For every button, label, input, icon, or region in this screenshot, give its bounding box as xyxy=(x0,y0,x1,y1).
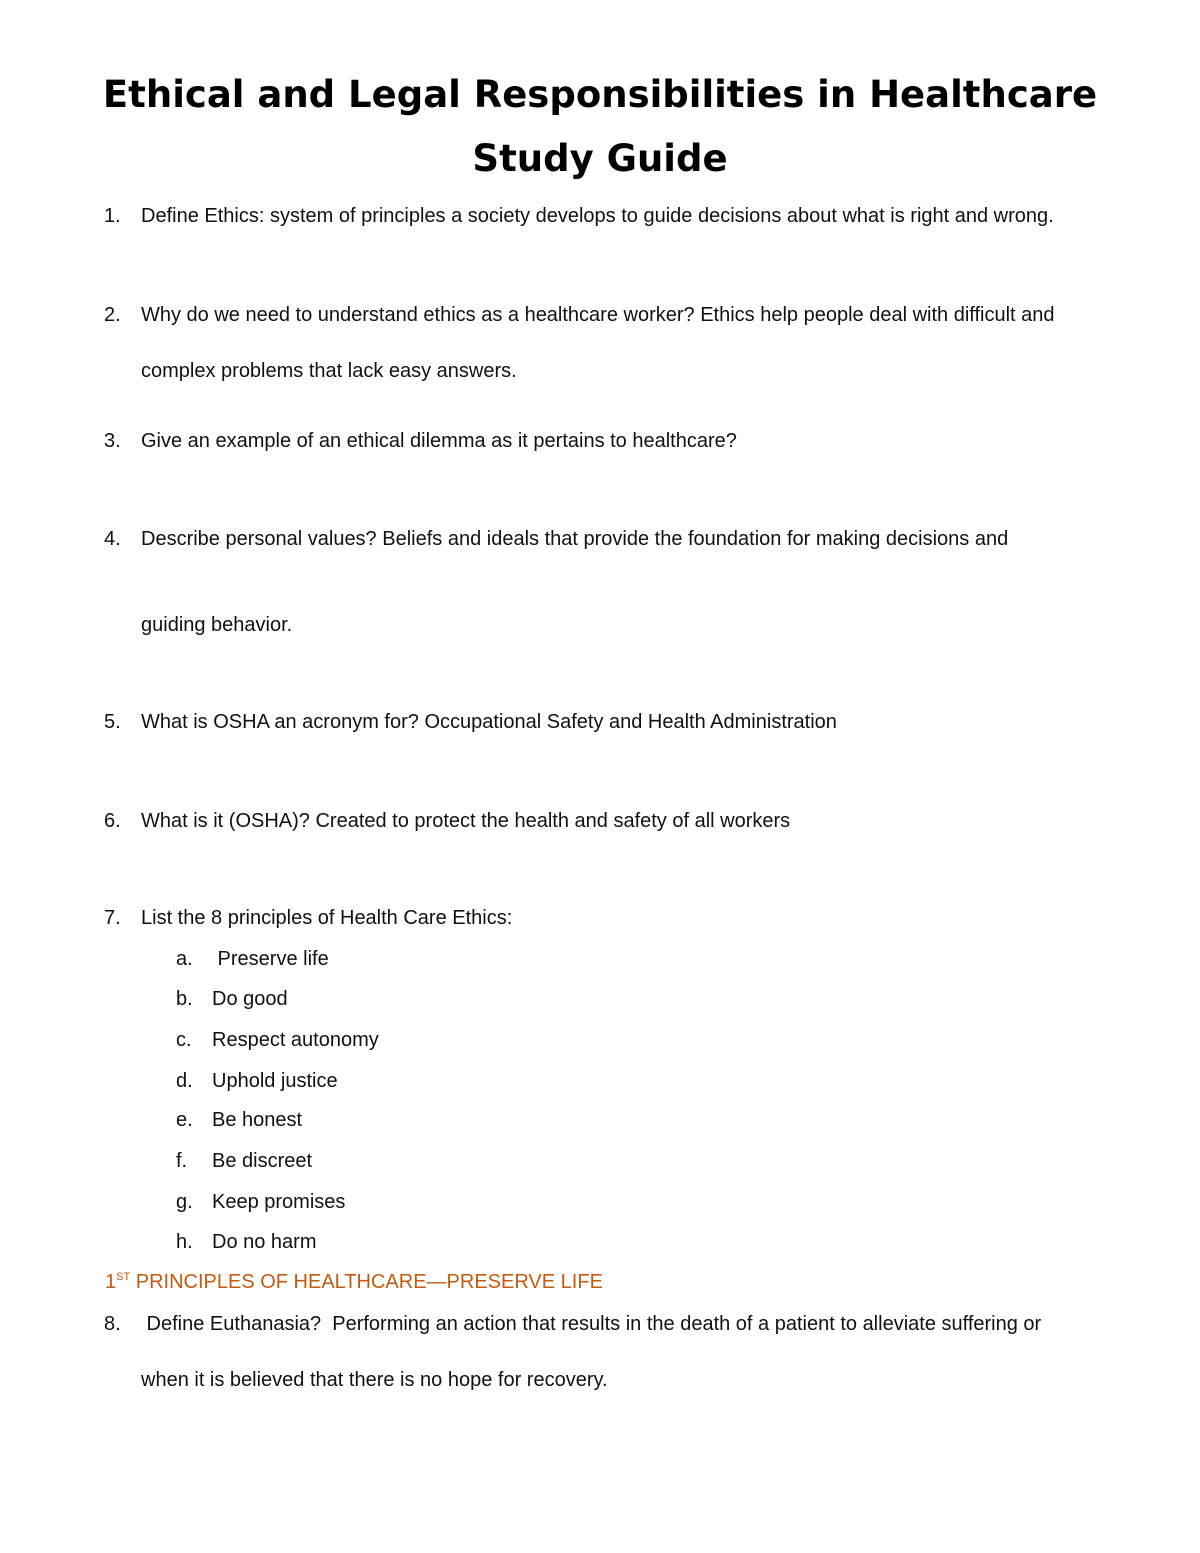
question-text: Give an example of an ethical dilemma as it pertains to healthcare? xyxy=(141,430,737,452)
question-number: 7. xyxy=(104,907,121,929)
question-number: 6. xyxy=(104,810,121,832)
principle-letter: g. xyxy=(176,1191,193,1213)
document-title-line2: Study Guide xyxy=(472,137,728,180)
principle-text: Do good xyxy=(212,988,288,1010)
question-number: 3. xyxy=(104,430,121,452)
section-heading xyxy=(105,1269,603,1295)
principle-letter: h. xyxy=(176,1231,193,1253)
principle-letter: d. xyxy=(176,1070,193,1092)
question-text: What is it (OSHA)? Created to protect the health and safety of all workers xyxy=(141,810,791,832)
principle-letter: a. xyxy=(176,948,193,970)
document-title-line1: Ethical and Legal Responsibilities in Healthcare xyxy=(102,73,1098,116)
principle-text: Preserve life xyxy=(212,948,329,970)
question-text: What is OSHA an acronym for? Occupational Safety and Health Administration xyxy=(141,711,837,733)
question-number: 5. xyxy=(104,711,121,733)
question-text: Describe personal values? Beliefs and ideals that provide the foundation for making decisions and xyxy=(141,528,1009,550)
principle-letter: e. xyxy=(176,1109,193,1131)
question-text: Define Ethics: system of principles a society develops to guide decisions about what is right and wrong. xyxy=(141,205,1054,227)
principle-text: Be discreet xyxy=(212,1150,313,1172)
section-heading-superscript: ST xyxy=(116,1271,131,1283)
principle-text: Be honest xyxy=(212,1109,303,1131)
principle-text: Keep promises xyxy=(212,1191,346,1213)
question-text: Define Euthanasia? Performing an action that results in the death of a patient to alleviate suffering or xyxy=(141,1313,1042,1335)
principle-letter: b. xyxy=(176,988,193,1010)
principle-text: Do no harm xyxy=(212,1231,317,1253)
question-text: Why do we need to understand ethics as a healthcare worker? Ethics help people deal with difficult and xyxy=(141,304,1055,326)
question-text: when it is believed that there is no hope for recovery. xyxy=(141,1369,608,1391)
principle-text: Uphold justice xyxy=(212,1070,338,1092)
question-number: 4. xyxy=(104,528,121,550)
question-number: 8. xyxy=(104,1313,121,1335)
principle-letter: c. xyxy=(176,1029,192,1051)
question-number: 1. xyxy=(104,205,121,227)
question-text: guiding behavior. xyxy=(141,614,293,636)
principle-letter: f. xyxy=(176,1150,188,1172)
section-heading-number: 1 xyxy=(105,1271,117,1293)
principle-text: Respect autonomy xyxy=(212,1029,379,1051)
question-number: 2. xyxy=(104,304,121,326)
question-text: List the 8 principles of Health Care Ethics: xyxy=(141,907,513,929)
question-text: complex problems that lack easy answers. xyxy=(141,360,517,382)
section-heading-text: PRINCIPLES OF HEALTHCARE—PRESERVE LIFE xyxy=(130,1271,603,1293)
